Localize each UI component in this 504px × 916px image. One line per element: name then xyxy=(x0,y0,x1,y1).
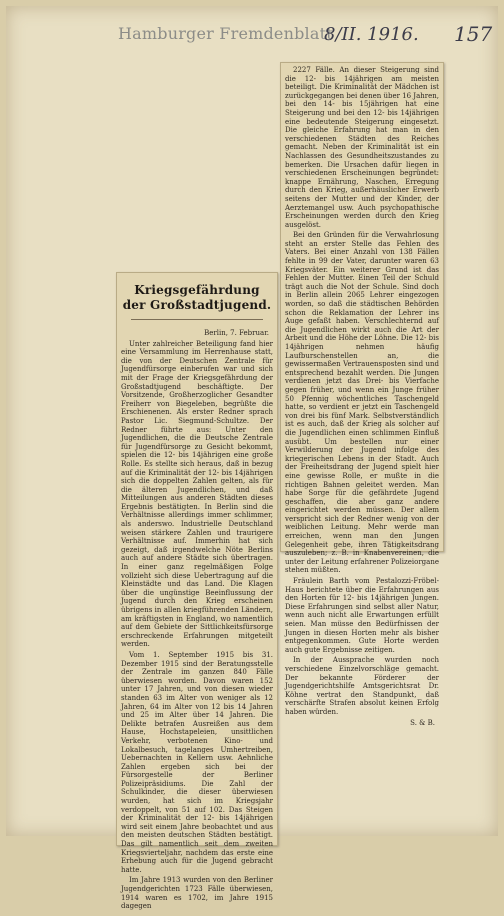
article-headline: Kriegsgefährdung der Großstadtjugend. xyxy=(122,283,272,312)
clipping-right-column xyxy=(280,62,444,727)
clipping-left-column xyxy=(116,272,278,911)
right-paragraph: 2227 Fälle. An dieser Steigerung sind die 12- bis 14jährigen am meisten beteiligt. Die Kriminalität der Mädchen ist zurückgegangen bei denen über 16 Jahren, bei den 14- bis 15jährigen hat eine Steigerung und bei den 12- bis 14jährigen eine bedeutende Steigerung eingesetzt. Die gleiche Erfahrung hat man in den verschiedenen Städten des Reiches gemacht. Neben der Kriminalität ist ein Nachlassen des Gesundheitszustandes zu bemerken. Die Ursachen dafür liegen in verschiedenen Erscheinungen begründet: knappe Ernährung, Naschen, Erregung durch den Krieg, außerhäuslicher Erwerb seitens der Mutter und der Kinder, der Aerztemangel usw. Auch psychopathische Erscheinungen werden durch den Krieg ausgelöst. xyxy=(285,66,439,229)
right-paragraph: Fräulein Barth vom Pestalozzi-Fröbel-Haus berichtete über die Erfahrungen aus den Horten für 12- bis 14jährigen Jungen. Diese Erfahrungen sind selbst aller Natur, wenn auch nicht alle Erwartungen erfüllt seien. Man müsse den Bedürfnissen der Jungen in diesen Horten mehr als bisher entgegenkommen. Gute Horte werden auch gute Ergebnisse zeitigen. xyxy=(285,577,439,654)
article-signoff: S. & B. xyxy=(410,718,435,727)
right-paragraph: In der Aussprache wurden noch verschiedene Einzelvorschläge gemacht. Der bekannte Förderer der Jugendgerichtshilfe Amtsgerichtsrat Dr. Köhne vertrat den Standpunkt, daß verschärfte Strafen absolut keinen Erfolg haben würden. xyxy=(285,656,439,716)
right-column-text xyxy=(281,63,443,730)
handwritten-date: 8/II. 1916. xyxy=(324,24,419,45)
right-paragraph: Bei den Gründen für die Verwahrlosung steht an erster Stelle das Fehlen des Vaters. Bei einer Anzahl von 138 Fällen fehlte in 99 der Vater, darunter waren 63 Kriegsväter. Ein weiterer Grund ist das Fehlen der Mutter. Einen Teil der Schuld trägt auch die Not der Schule. Sind doch in Berlin allein 2065 Lehrer eingezogen worden, so daß die städtischen Behörden schon die Reklamation der Lehrer ins Auge gefaßt haben. Verschlechternd auf die Jugendlichen wirkt auch die Art der Arbeit und die Höhe der Löhne. Die 12- bis 14jährigen nehmen häufig Laufburschenstellen an, die gewissermaßen Vertrauensposten sind und entsprechend bezahlt werden. Die Jungen verdienen jetzt das Drei- bis Vierfache gegen früher, und wenn ein Junge früher 50 Pfennig wöchentliches Taschengeld hatte, so verdient er jetzt ein Taschengeld von drei bis fünf Mark. Selbstverständlich ist es auch, daß der Krieg als solcher auf die Jugendlichen einen schlimmen Einfluß ausübt. Um bestellen nur einer Verwilderung der Jugend infolge des kriegerischen Lebens in der Stadt. Auch der Freiheitsdrang der Jugend spielt hier eine gewisse Rolle, er mußte in die richtigen Bahnen geleitet werden. Man habe Sorge für die gefährdete Jugend geschaffen, die aber ganz andere eingerichtet werden müssen. Der allem verspricht sich der Redner wenig von der weiblichen Leitung. Mehr werde man erreichen, wenn man den Jungen Gelegenheit gebe, ihren Tätigkeitsdrang auszuleben; z. B. in Knabenvereinen, die unter der Leitung erfahrener Polizeiorgane stehen müßten. xyxy=(285,231,439,575)
left-paragraph: Im Jahre 1913 wurden von den Berliner Jugendgerichten 1723 Fälle überwiesen, 1914 waren es 1702, im Jahre 1915 dagegen xyxy=(121,876,273,911)
article-dateline: Berlin, 7. Februar. xyxy=(204,329,269,337)
newspaper-stamp: Hamburger Fremdenblatt xyxy=(118,24,333,43)
handwritten-page-number: 157 xyxy=(454,22,493,46)
left-paragraph: Unter zahlreicher Beteiligung fand hier eine Versammlung im Herrenhause statt, die von der Deutschen Zentrale für Jugendfürsorge einberufen war und sich mit der Frage der Kriegsgefährdung der Großstadtjugend beschäftigte. Der Vorsitzende, Großherzoglicher Gesandter Freiherr von Biegeleben, begrüßte die Erschienenen. Als erster Redner sprach Pastor Lic. Siegmund-Schultze. Der Redner führte aus: Unter den Jugendlichen, die die Deutsche Zentrale für Jugendfürsorge zu Gesicht bekommt, spielen die 12- bis 14jährigen eine große Rolle. Es stellte sich heraus, daß in bezug auf die Kriminalität der 12- bis 14jährigen sich die doppelten Zahlen gelten, als für die älteren Jugendlichen, und daß Mitteilungen aus anderen Städten dieses Ergebnis bestätigten. In Berlin sind die Verhältnisse allerdings immer schlimmer, als anderswo. Industrielle Deutschland weisen stärkere Zahlen und traurigere Verhältnisse auf. Immerhin hat sich gezeigt, daß irgendwelche Nöte Berlins auch auf andere Städte sich übertragen. In einer ganz regelmäßigen Folge vollzieht sich diese Uebertragung auf die Kleinstädte und das Land. Die Klagen über die ungünstige Beeinflussung der Jugend durch den Krieg erscheinen übrigens in allen kriegführenden Ländern, am kräftigsten in England, wo namentlich auf dem Gebiete der Sittlichkeitsfürsorge erschreckende Erfahrungen mitgeteilt werden. xyxy=(121,339,273,649)
headline-divider xyxy=(131,319,263,320)
left-column-text xyxy=(117,326,277,916)
left-paragraph: Vom 1. September 1915 bis 31. Dezember 1915 sind der Beratungsstelle der Zentrale im ganzen 840 Fälle überwiesen worden. Davon waren 152 unter 17 Jahren, und von diesen wieder standen 63 im Alter von weniger als 12 Jahren, 64 im Alter von 12 bis 14 Jahren und 25 im Alter über 14 Jahren. Die Delikte betrafen Ausreißen aus dem Hause, Hochstapeleien, unsittlichen Verkehr, verbotenen Kino- und Lokalbesuch, tagelanges Umhertreiben, Uebernachten in Kellern usw. Aehnliche Zahlen ergeben sich bei der Fürsorgestelle der Berliner Polizeipräsidiums. Die Zahl der Schulkinder, die dieser überwiesen wurden, hat sich im Kriegsjahr verdoppelt, von 51 auf 102. Das Steigen der Kriminalität der 12- bis 14jährigen wird seit einem Jahre beobachtet und aus den meisten deutschen Städten bestätigt. Das gilt namentlich seit dem zweiten Kriegsvierteljahr, nachdem das erste eine Erhebung auch für die Jugend gebracht hatte. xyxy=(121,650,273,874)
